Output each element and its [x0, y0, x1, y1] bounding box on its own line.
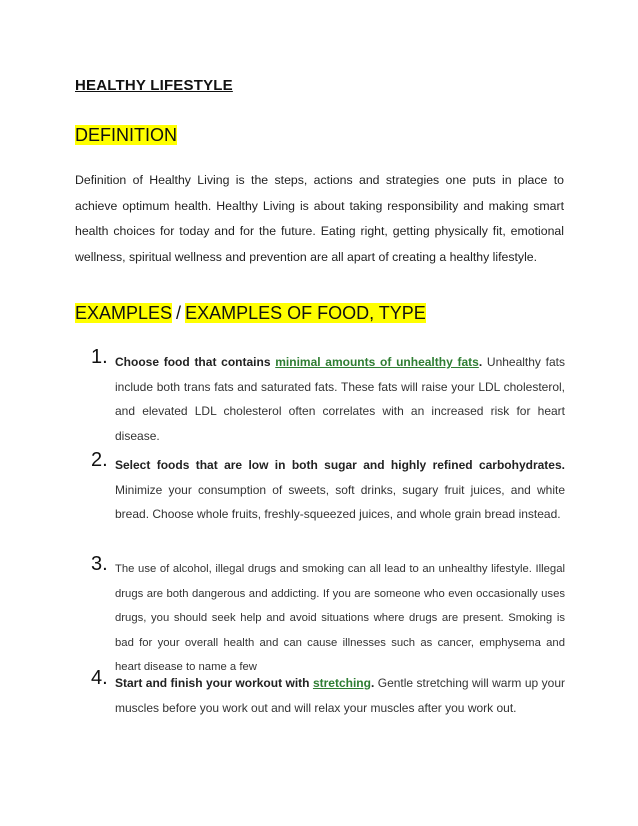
list-item: [91, 449, 565, 527]
definition-heading: [75, 125, 177, 146]
list-item: [91, 667, 565, 720]
list-item-after-link: .: [478, 355, 483, 369]
list-item-number: 3.: [91, 553, 108, 575]
unhealthy-fats-link[interactable]: minimal amounts of unhealthy fats: [275, 355, 479, 369]
examples-heading-separator: /: [176, 303, 182, 323]
list-item-number: 1.: [91, 346, 108, 368]
list-item: [91, 346, 565, 448]
list-item-text: The use of alcohol, illegal drugs and smoking can all lead to an unhealthy lifestyle. Illegal drugs are both dangerous and addicting. If you are someone who even occasionally uses drugs, you should seek help and avoid situations where drugs are present. Smoking is bad for your overall health and can cause illnesses such as cancer, emphysema and heart disease to name a few: [115, 563, 565, 674]
examples-heading: [75, 303, 426, 324]
list-item-lead: Choose food that contains: [115, 355, 276, 369]
document-title: HEALTHY LIFESTYLE: [75, 77, 233, 94]
list-item-rest: Minimize your consumption of sweets, soft drinks, sugary fruit juices, and white bread. Choose whole fruits, freshly-squeezed juices, and whole grain bread instead.: [115, 482, 565, 522]
examples-heading-a: EXAMPLES: [75, 303, 173, 323]
list-item-lead: Select foods that are low in both sugar and highly refined carbohydrates.: [115, 458, 565, 472]
list-item-number: 2.: [91, 449, 108, 471]
list-item-text: [115, 671, 565, 720]
list-item-text: [115, 453, 565, 527]
stretching-link[interactable]: stretching: [312, 676, 371, 690]
definition-heading-text: DEFINITION: [75, 125, 177, 145]
examples-heading-b: EXAMPLES OF FOOD, TYPE: [185, 303, 426, 323]
list-item-number: 4.: [91, 667, 108, 689]
list-item: [91, 553, 565, 680]
definition-paragraph: Definition of Healthy Living is the steps, actions and strategies one puts in place to achieve optimum health. Healthy Living is about taking responsibility and making smart health choices for today and for the future. Eating right, getting physically fit, emotional wellness, spiritual wellness and prevention are all apart of creating a healthy lifestyle.: [75, 173, 564, 264]
list-item-after-link: .: [370, 676, 375, 690]
list-item-text: [115, 350, 565, 448]
list-item-lead: Start and finish your workout with: [115, 676, 313, 690]
list-item-rest: Unhealthy fats include both trans fats and saturated fats. These fats will raise your LDL cholesterol, and elevated LDL cholesterol often correlates with an increased risk for heart disease.: [115, 355, 565, 443]
list-item-rest: Gentle stretching will warm up your muscles before you work out and will relax your muscles after you work out.: [115, 676, 565, 715]
